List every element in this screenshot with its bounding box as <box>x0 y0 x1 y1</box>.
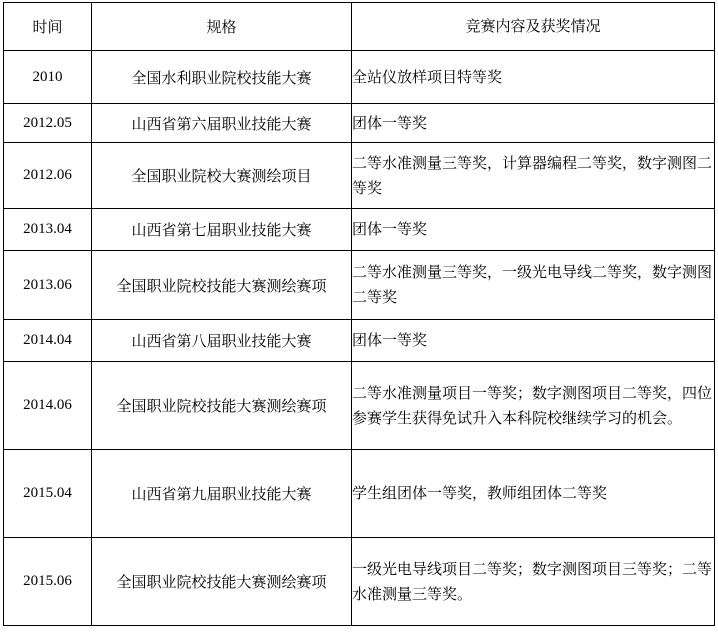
cell-desc: 团体一等奖 <box>352 104 715 143</box>
cell-spec: 山西省第八届职业技能大赛 <box>92 320 352 362</box>
header-time: 时间 <box>4 3 92 51</box>
table-row <box>4 104 715 143</box>
table-row <box>4 51 715 104</box>
awards-table <box>3 2 715 626</box>
cell-spec: 全国职业院校技能大赛测绘赛项 <box>92 251 352 320</box>
cell-time: 2012.06 <box>4 143 92 209</box>
cell-spec: 全国职业院校技能大赛测绘赛项 <box>92 362 352 450</box>
table-body <box>4 51 715 626</box>
cell-desc: 团体一等奖 <box>352 320 715 362</box>
table-row <box>4 538 715 626</box>
table-row <box>4 143 715 209</box>
table-row <box>4 320 715 362</box>
cell-spec: 全国水利职业院校技能大赛 <box>92 51 352 104</box>
cell-time: 2013.06 <box>4 251 92 320</box>
table-row <box>4 450 715 538</box>
cell-spec: 全国职业院校技能大赛测绘赛项 <box>92 538 352 626</box>
cell-spec: 全国职业院校大赛测绘项目 <box>92 143 352 209</box>
cell-desc: 团体一等奖 <box>352 209 715 251</box>
cell-desc: 二等水准测量三等奖，计算器编程二等奖，数字测图二等奖 <box>352 143 715 209</box>
cell-time: 2010 <box>4 51 92 104</box>
cell-time: 2012.05 <box>4 104 92 143</box>
table-row <box>4 209 715 251</box>
cell-desc: 二等水准测量项目一等奖；数字测图项目二等奖，四位参赛学生获得免试升入本科院校继续学习的机会。 <box>352 362 715 450</box>
cell-spec: 山西省第九届职业技能大赛 <box>92 450 352 538</box>
cell-time: 2013.04 <box>4 209 92 251</box>
cell-desc: 全站仪放样项目特等奖 <box>352 51 715 104</box>
cell-time: 2014.04 <box>4 320 92 362</box>
cell-spec: 山西省第六届职业技能大赛 <box>92 104 352 143</box>
cell-spec: 山西省第七届职业技能大赛 <box>92 209 352 251</box>
header-desc: 竞赛内容及获奖情况 <box>352 3 715 51</box>
table-row <box>4 251 715 320</box>
cell-desc: 学生组团体一等奖，教师组团体二等奖 <box>352 450 715 538</box>
header-spec: 规格 <box>92 3 352 51</box>
cell-time: 2015.04 <box>4 450 92 538</box>
cell-time: 2014.06 <box>4 362 92 450</box>
table-row <box>4 362 715 450</box>
cell-time: 2015.06 <box>4 538 92 626</box>
cell-desc: 二等水准测量三等奖，一级光电导线二等奖，数字测图二等奖 <box>352 251 715 320</box>
table-header <box>4 3 715 51</box>
cell-desc: 一级光电导线项目二等奖；数字测图项目三等奖；二等水准测量三等奖。 <box>352 538 715 626</box>
header-row <box>4 3 715 51</box>
